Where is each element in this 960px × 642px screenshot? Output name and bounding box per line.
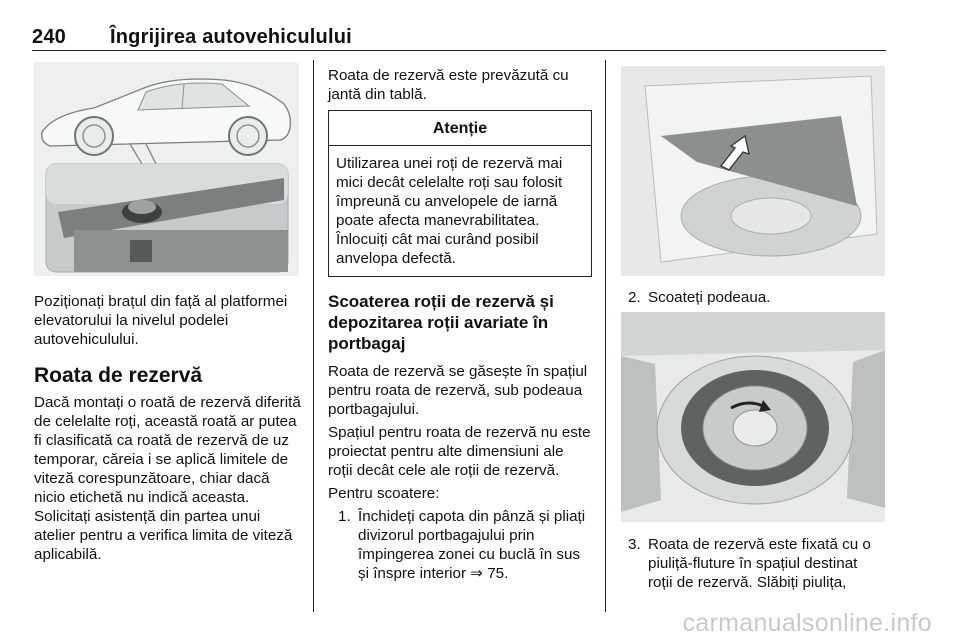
- page-title: Îngrijirea autovehiculului: [110, 26, 352, 48]
- column-divider-1: [313, 60, 314, 612]
- removal-intro: Pentru scoatere:: [328, 485, 440, 502]
- subsection-title: Scoaterea roții de rezervă și depozitarea roții avariate în portbagaj: [328, 292, 554, 353]
- lift-caption: Poziționați brațul din față al platformei elevatorului la nivelul podelei autovehiculului.: [34, 293, 288, 348]
- spare-wheel-paragraph: Dacă montați o roată de rezervă diferită de celelalte roți, această roată ar putea fi clasificată ca roată de rezervă de uz temporar, căreia i se aplică limitele de viteză corespunzătoare, chiar dacă nicio etichetă nu indică aceasta. Solicitați asistență din partea unui atelier pentru a verifica limita de viteză aplicabilă.: [34, 394, 301, 563]
- size-paragraph: Spațiul pentru roata de rezervă nu este proiectat pentru alte dimensiuni ale roții decât cele ale roții de rezervă.: [328, 424, 591, 479]
- step-1: [328, 507, 592, 583]
- section-title-spare-wheel: Roata de rezervă: [34, 364, 203, 387]
- car-lift-illustration: [34, 62, 299, 276]
- spare-wheel-illustration: [621, 312, 885, 522]
- lift-figure: [34, 62, 299, 276]
- spare-wheel-figure: [621, 312, 885, 522]
- trunk-floor-figure: [621, 66, 885, 276]
- step-2: [628, 288, 886, 307]
- warning-title: Atenție: [329, 111, 591, 146]
- column-2: [328, 66, 592, 583]
- column-1: [34, 292, 304, 568]
- step-1-text: Închideți capota din pânză și pliați divizorul portbagajului prin împingerea zonei cu buclă în sus și înspre interior ⇒ 75.: [358, 508, 586, 582]
- location-paragraph: Roata de rezervă se găsește în spațiul pentru roata de rezervă, sub podeaua portbagajului.: [328, 363, 588, 418]
- step-3: [628, 535, 886, 592]
- step-3-text: Roata de rezervă este fixată cu o piuliță-fluture în spațiul destinat roții de rezervă. Slăbiți piulița,: [648, 536, 871, 591]
- warning-body: Utilizarea unei roți de rezervă mai mici decât celelalte roți sau folosit împreună cu anvelopele de iarnă poate afecta manevrabilitatea. Înlocuiți cât mai curând posibil anvelopa defectă.: [336, 155, 563, 267]
- warning-box: [328, 110, 592, 277]
- step-2-text: Scoateți podeaua.: [648, 289, 771, 306]
- watermark: carmanualsonline.info: [682, 609, 932, 637]
- page-number: 240: [32, 26, 66, 48]
- rim-note: Roata de rezervă este prevăzută cu jantă din tablă.: [328, 67, 569, 103]
- step-2-number: 2.: [628, 289, 641, 306]
- step-3-number: 3.: [628, 536, 641, 553]
- header-rule: [32, 50, 886, 51]
- column-divider-2: [605, 60, 606, 612]
- page-header: [32, 26, 352, 49]
- trunk-floor-illustration: [621, 66, 885, 276]
- step-1-number: 1.: [338, 508, 351, 525]
